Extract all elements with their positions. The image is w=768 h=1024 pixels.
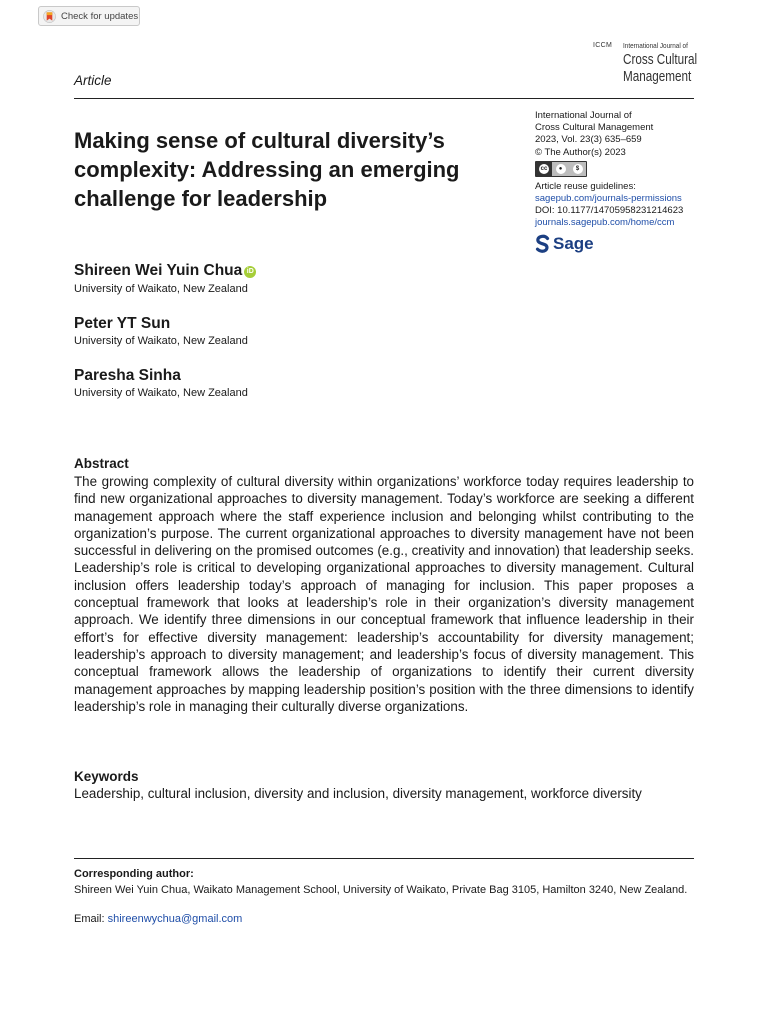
paper-title: Making sense of cultural diversity’s complexity: Addressing an emerging challenge for leadership — [74, 128, 460, 211]
meta-copyright: © The Author(s) 2023 — [535, 146, 626, 158]
email-link[interactable]: shireenwychua@gmail.com — [107, 913, 243, 925]
author-affiliation-2: University of Waikato, New Zealand — [74, 335, 248, 347]
author-affiliation-1: University of Waikato, New Zealand — [74, 283, 248, 295]
meta-journal-line2: Cross Cultural Management — [535, 122, 654, 134]
article-type: Article — [74, 73, 112, 88]
meta-journal-line1: International Journal of — [535, 110, 632, 121]
abstract-text: The growing complexity of cultural diversity within organizations’ workforce today requires leadership to find new organizational approaches to diversity management. Today’s workforce are seeking a different management approach where the staff experience inclusion and belonging whilst contributing to the organization’s purpose. The current organizational approaches to diversity management have not been successful in delivering on the promised outcomes (e.g., creativity and innovation) that leadership seeks. Leadership’s role is critical to developing organizational approaches to diversity management. Cultural inclusion offers leadership today’s approach of managing for inclusion. This paper proposes a conceptual framework that looks at leadership’s role in their organization’s diversity management approach. We identify three dimensions in our conceptual framework that influence leadership in their effort’s for effective diversity management: leadership’s accountability for diversity management; leadership’s approach to diversity management; and leadership’s focus of diversity management. This conceptual framework allows the leadership of organizations to identify their current diversity management approaches by mapping leadership position’s position with the three dimensions to identify leadership’s role in managing their culturally diverse organizations. — [74, 474, 694, 714]
journal-logo-line3: Management — [623, 68, 692, 85]
check-updates-label: Check for updates — [61, 10, 139, 22]
journal-home-link[interactable]: journals.sagepub.com/home/ccm — [535, 217, 675, 229]
publisher-name: Sage — [553, 233, 594, 253]
corresponding-author-address: Shireen Wei Yuin Chua, Waikato Management School, University of Waikato, Private Bag 3105, Hamilton 3240, New Zealand. — [74, 884, 688, 896]
journal-logo-line1: International Journal of — [623, 41, 688, 50]
author-name-1 — [74, 262, 256, 280]
abstract-heading: Abstract — [74, 456, 129, 471]
cc-nc-icon: $ — [573, 164, 583, 174]
email-label: Email: — [74, 913, 108, 925]
cc-by-icon: ● — [556, 164, 566, 174]
meta-volume: 2023, Vol. 23(3) 635–659 — [535, 134, 642, 146]
journal-abbrev: ICCM — [593, 42, 613, 49]
publication-metadata — [535, 110, 705, 254]
reuse-permissions-link[interactable]: sagepub.com/journals-permissions — [535, 193, 682, 205]
meta-doi: DOI: 10.1177/14705958231214623 — [535, 205, 684, 217]
author-affiliation-3: University of Waikato, New Zealand — [74, 387, 248, 399]
top-divider — [74, 98, 694, 99]
check-for-updates-button[interactable] — [38, 6, 140, 26]
corresponding-author-heading: Corresponding author: — [74, 868, 194, 880]
meta-reuse-label: Article reuse guidelines: — [535, 180, 636, 192]
author-name-2: Peter YT Sun — [74, 315, 171, 332]
journal-logo — [590, 40, 700, 90]
author-1-name-text: Shireen Wei Yuin Chua — [74, 262, 243, 279]
footnote-divider — [74, 858, 694, 859]
cc-icon: cc — [539, 164, 549, 174]
author-name-3: Paresha Sinha — [74, 367, 181, 384]
keywords-heading: Keywords — [74, 769, 139, 784]
sage-s-icon — [535, 234, 550, 254]
cc-license-badge[interactable] — [535, 161, 587, 177]
corresponding-email-line — [74, 913, 242, 925]
check-updates-icon — [43, 10, 56, 23]
orcid-icon[interactable]: iD — [244, 266, 256, 278]
journal-logo-line2: Cross Cultural — [623, 51, 698, 68]
sage-logo — [535, 234, 705, 254]
keywords-text: Leadership, cultural inclusion, diversity and inclusion, diversity management, workforce diversity — [74, 786, 642, 801]
